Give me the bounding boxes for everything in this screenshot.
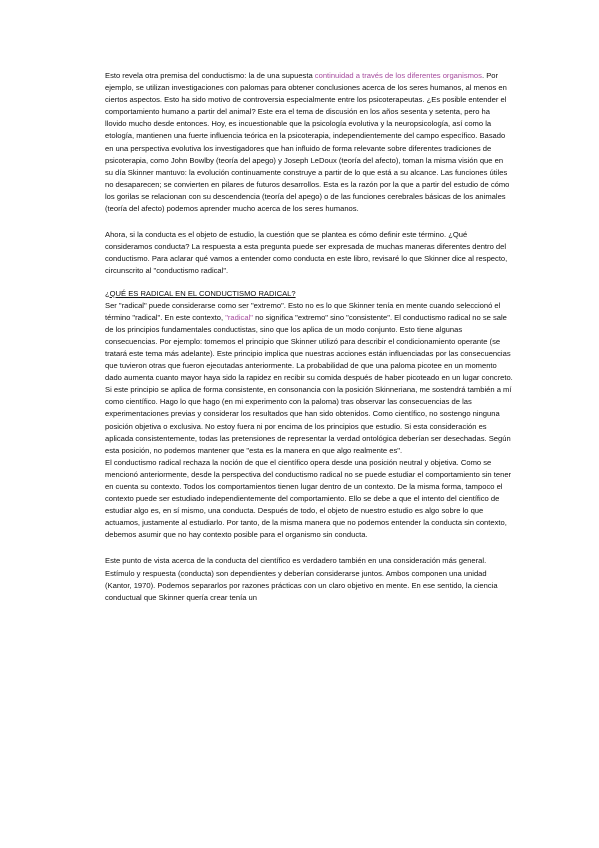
paragraph-context: El conductismo radical rechaza la noción de que el científico opera desde una posición neutral y objetiva. Como se mencionó anteriormente, desde la perspectiva del conductismo radical no se puede estudiar el comportamiento sin tener en cuenta su contexto. Todos los comportamientos tienen lugar dentro de un contexto. De la misma forma, tampoco el contexto puede ser estudiado independientemente del comportamiento. Ello se debe a que el intento del científico de estudiar algo es, en sí mismo, una conducta. Después de todo, el objeto de nuestro estudio es algo sobre lo que actuamos, justamente al estudiarlo. Por tanto, de la misma manera que no podemos entender la conducta sin contexto, debemos asumir que no hay contexto posible para el organismo sin conducta. [105,457,512,540]
paragraph-spacer [105,541,513,555]
paragraph-definition: Ahora, si la conducta es el objeto de estudio, la cuestión que se plantea es cómo definir este término. ¿Qué consideramos conducta? La respuesta a esta pregunta puede ser expresada de muchas maneras diferentes dentro del conductismo. Para aclarar qué vamos a entender como conducta en este libro, revisaré lo que Skinner dice al respecto, circunscrito al "conductismo radical". [105,230,508,276]
paragraph-continuity [105,70,513,215]
highlighted-phrase: "radical" [225,312,253,322]
paragraph-text: Esto revela otra premisa del conductismo: la de una supuesta [105,71,315,80]
paragraph-radical [105,300,513,457]
paragraph-spacer [105,278,513,288]
document-body [105,70,513,604]
paragraph-spacer [105,215,513,229]
paragraph-stimulus-response: Este punto de vista acerca de la conducta del científico es verdadero también en una consideración más general. Estímulo y respuesta (conducta) son dependientes y deberían considerarse juntos. Ambos componen una unidad (Kantor, 1970). Podemos separarlos por razones prácticas con un claro objetivo en mente. En ese sentido, la ciencia conductual que Skinner quería crear tenía un [105,556,498,602]
paragraph-text: Ser "radical" puede considerarse como ser "extremo". Esto no es lo que Skinner tenía en mente cuando seleccionó el término "radical". En este contexto, [105,300,501,322]
highlighted-phrase: continuidad a través de los diferentes organismos [314,71,482,80]
section-heading: ¿QUÉ ES RADICAL EN EL CONDUCTISMO RADICAL? [105,288,296,298]
paragraph-text: no significa "extremo" sino "consistente". El conductismo radical no se sale de los principios fundamentales conductistas, sino que los aplica de un modo conjunto. Esto tiene algunas consecuencias. Por ejemplo: tomemos el principio que Skinner utilizó para describir el condicionamiento operante (se tratará este tema más adelante). Este principio implica que nuestras acciones están influenciadas por las consecuencias que tuvieron otras que fueron ejecutadas anteriormente. La probabilidad de que una paloma picotee en un momento dado aumenta cuanto mayor haya sido la rapidez en recibir su comida después de haber picoteado en un lugar concreto. Si este principio se aplica de forma consistente, en consonancia con la posición Skinneriana, me sostendrá también a mí como científico. Hago lo que hago (en mi experimento con la paloma) tras observar las consecuencias de las experimentaciones previas y considerar los resultados que han sido obtenidos. Como científico, no sostengo ninguna posición objetiva o exclusiva. No estoy fuera ni por encima de los principios que estudio. Si esta consideración es aplicada consistentemente, todas las pretensiones de representar la verdad ontológica deberían ser desechadas. Según esta posición, no podemos mantener que "esta es la manera en que algo realmente es". [105,312,513,455]
paragraph-text: . Por ejemplo, se utilizan investigaciones con palomas para obtener conclusiones acerca de los seres humanos, al menos en ciertos aspectos. Esto ha sido motivo de controversia especialmente entre los psicoterapeutas. ¿Es posible entender el comportamiento humano a partir del animal? Este era el tema de discusión en los años sesenta y setenta, pero ha llovido mucho desde entonces. Hoy, es incuestionable que la psicología evolutiva y la neuropsicología, así como la etología, mantienen una fuerte influencia teórica en la psicoterapia, independientemente del campo específico. Basado en una perspectiva evolutiva los investigadores que han influido de forma relevante sobre diferentes tradiciones de psicoterapia, como John Bowlby (teoría del apego) y Joseph LeDoux (teoría del afecto), toman la misma visión que en su día Skinner mantuvo: la evolución continuamente construye a partir de lo que está a su alcance. Las funciones útiles no desaparecen; se convierten en pilares de futuros desarrollos. Esta es la razón por la que a partir del estudio de cómo los gorilas se relacionan con su descendencia (teoría del apego) o de las funciones cerebrales básicas de los animales (teoría del afecto) podemos aprender mucho acerca de los seres humanos. [105,71,510,214]
